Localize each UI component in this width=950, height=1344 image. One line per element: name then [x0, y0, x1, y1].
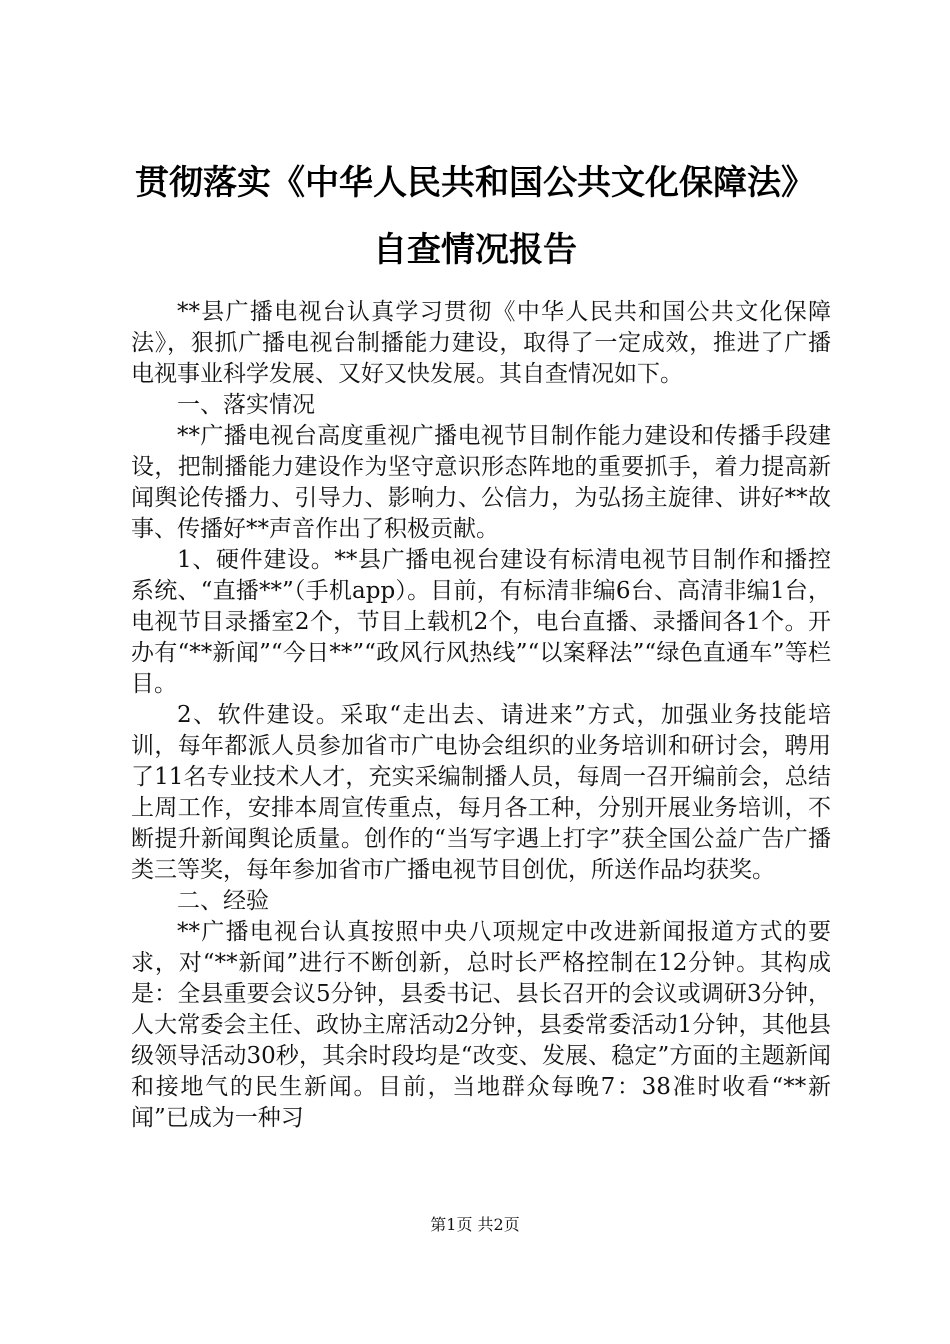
section-heading-implementation: 一、落实情况: [177, 392, 315, 418]
paragraph-hardware: 1、硬件建设。**县广播电视台建设有标清电视节目制作和播控系统、“直播**”（手机app）。目前，有标清非编6台、高清非编1台，电视节目录播室2个，节目上载机2个，电台直播、录播间各1个。开办有“**新闻”“今日**”“政风行风热线”“以案释法”“绿色直通车”等栏目。: [131, 547, 831, 697]
page-number-footer: 第1页 共2页: [430, 1215, 520, 1234]
paragraph-experience: **广播电视台认真按照中央八项规定中改进新闻报道方式的要求，对“**新闻”进行不断创新，总时长严格控制在12分钟。其构成是：全县重要会议5分钟，县委书记、县长召开的会议或调研3分钟，人大常委会主任、政协主席活动2分钟，县委常委活动1分钟，其他县级领导活动30秒，其余时段均是“改变、发展、稳定”方面的主题新闻和接地气的民生新闻。目前，当地群众每晚7：38准时收看“**新闻”已成为一种习: [131, 919, 831, 1131]
paragraph-intro: **县广播电视台认真学习贯彻《中华人民共和国公共文化保障法》，狠抓广播电视台制播能力建设，取得了一定成效，推进了广播电视事业科学发展、又好又快发展。其自查情况如下。: [131, 299, 831, 387]
document-title-line-1: 贯彻落实《中华人民共和国公共文化保障法》: [135, 163, 815, 203]
document-body: [131, 297, 831, 1134]
paragraph-implementation: **广播电视台高度重视广播电视节目制作能力建设和传播手段建设，把制播能力建设作为坚守意识形态阵地的重要抓手，着力提高新闻舆论传播力、引导力、影响力、公信力，为弘扬主旋律、讲好**故事、传播好**声音作出了积极贡献。: [131, 423, 831, 542]
paragraph-software: 2、软件建设。采取“走出去、请进来”方式，加强业务技能培训，每年都派人员参加省市广电协会组织的业务培训和研讨会，聘用了11名专业技术人才，充实采编制播人员，每周一召开编前会，总结上周工作，安排本周宣传重点，每月各工种，分别开展业务培训，不断提升新闻舆论质量。创作的“当写字遇上打字”获全国公益广告广播类三等奖，每年参加省市广播电视节目创优，所送作品均获奖。: [131, 702, 831, 883]
document-title-line-2: 自查情况报告: [373, 230, 577, 270]
section-heading-experience: 二、经验: [177, 888, 269, 914]
